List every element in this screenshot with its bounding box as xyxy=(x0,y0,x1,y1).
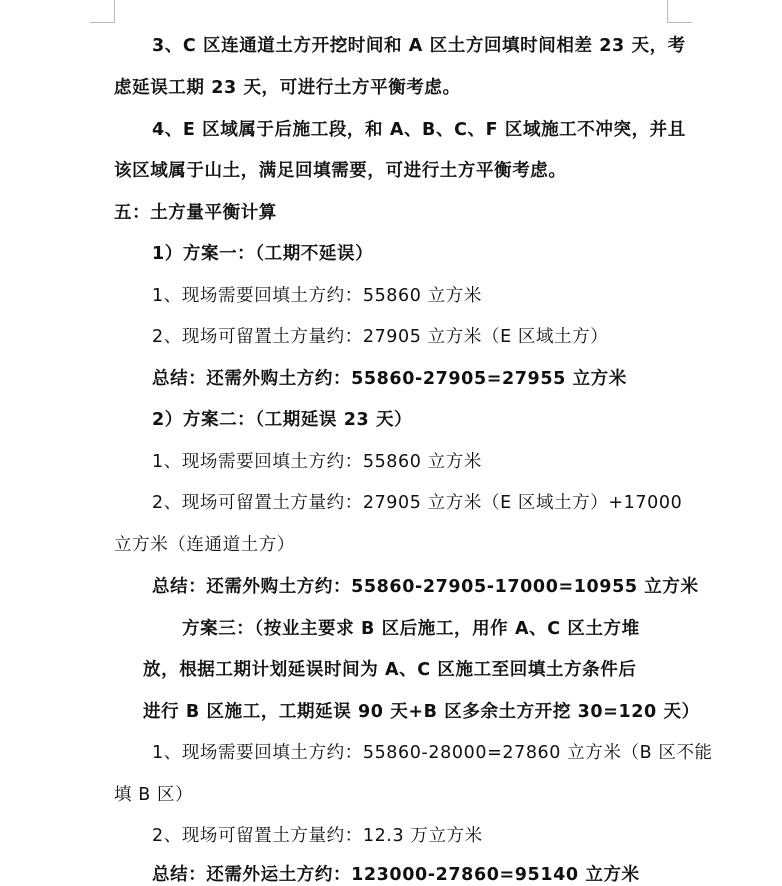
plan-3-heading-line-2: 放，根据工期计划延误时间为 A、C 区施工至回填土方条件后 xyxy=(143,660,637,680)
plan-2-item-2-line-2: 立方米（连通道土方） xyxy=(114,535,295,555)
plan-2-item-1: 1、现场需要回填土方约：55860 立方米 xyxy=(152,452,482,472)
plan-3-item-2: 2、现场可留置土方量约：12.3 万立方米 xyxy=(152,826,483,846)
plan-3-heading-line-3: 进行 B 区施工，工期延误 90 天+B 区多余土方开挖 30=120 天） xyxy=(143,702,700,722)
section-heading-5: 五：土方量平衡计算 xyxy=(114,203,277,223)
plan-1-item-1: 1、现场需要回填土方约：55860 立方米 xyxy=(152,286,482,306)
plan-2-summary: 总结：还需外购土方约：55860-27905-17000=10955 立方米 xyxy=(152,577,699,597)
plan-3-item-1-line-1: 1、现场需要回填土方约：55860-28000=27860 立方米（B 区不能 xyxy=(152,743,713,763)
paragraph-3-line-2: 虑延误工期 23 天，可进行土方平衡考虑。 xyxy=(114,78,461,98)
paragraph-3-line-1: 3、C 区连通道土方开挖时间和 A 区土方回填时间相差 23 天，考 xyxy=(152,36,686,56)
plan-1-item-2: 2、现场可留置土方量约：27905 立方米（E 区域土方） xyxy=(152,327,609,347)
plan-3-heading-line-1: 方案三：（按业主要求 B 区后施工，用作 A、C 区土方堆 xyxy=(182,619,640,639)
page-corner-mark-left-vertical xyxy=(114,0,115,22)
plan-2-heading: 2）方案二：（工期延误 23 天） xyxy=(152,410,413,430)
plan-2-item-2-line-1: 2、现场可留置土方量约：27905 立方米（E 区域土方）+17000 xyxy=(152,493,683,513)
plan-3-summary: 总结：还需外运土方约：123000-27860=95140 立方米 xyxy=(152,865,640,885)
plan-1-summary: 总结：还需外购土方约：55860-27905=27955 立方米 xyxy=(152,369,627,389)
paragraph-4-line-1: 4、E 区域属于后施工段，和 A、B、C、F 区域施工不冲突，并且 xyxy=(152,120,686,140)
plan-1-heading: 1）方案一：（工期不延误） xyxy=(152,244,374,264)
paragraph-4-line-2: 该区域属于山土，满足回填需要，可进行土方平衡考虑。 xyxy=(114,161,567,181)
page-corner-mark-right-vertical xyxy=(667,0,668,22)
plan-3-item-1-line-2: 填 B 区） xyxy=(114,785,194,805)
page-corner-mark-right-horizontal xyxy=(667,22,692,23)
page-corner-mark-left-horizontal xyxy=(90,22,115,23)
